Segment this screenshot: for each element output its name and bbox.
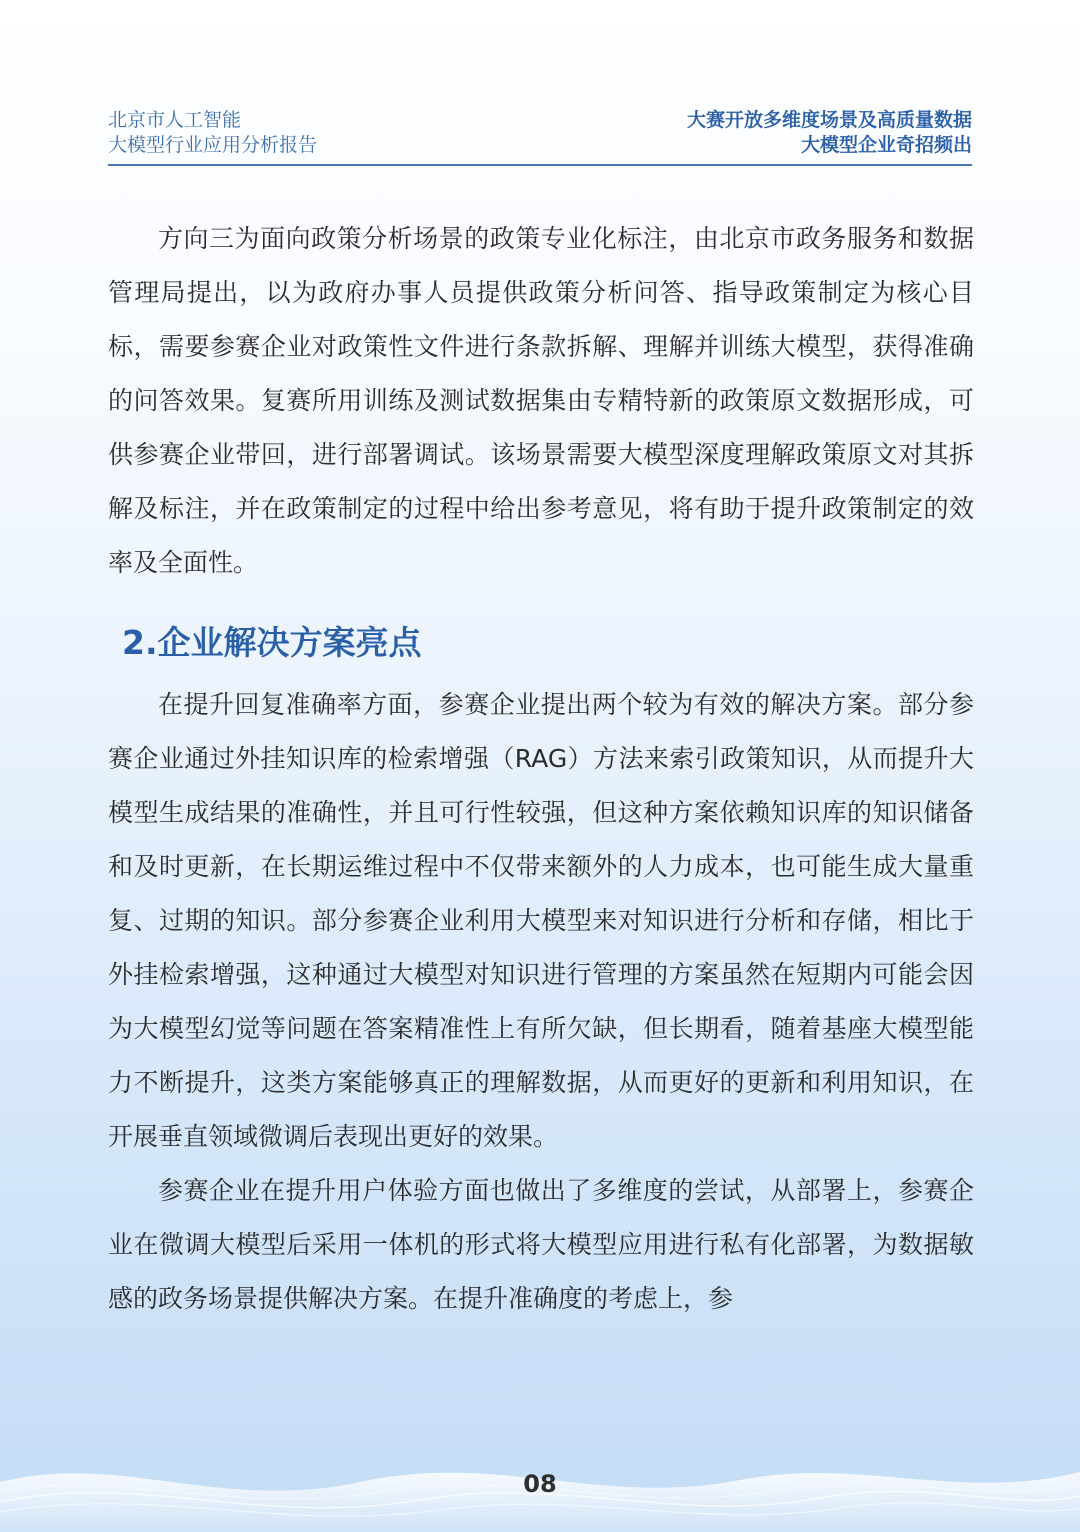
chapter-title: [687, 108, 972, 158]
paragraph-policy-annotation: 方向三为面向政策分析场景的政策专业化标注，由北京市政务服务和数据管理局提出，以为政府办事人员提供政策分析问答、指导政策制定为核心目标，需要参赛企业对政策性文件进行条款拆解、理解并训练大模型，获得准确的问答效果。复赛所用训练及测试数据集由专精特新的政策原文数据形成，可供参赛企业带回，进行部署调试。该场景需要大模型深度理解政策原文对其拆解及标注，并在政策制定的过程中给出参考意见，将有助于提升政策制定的效率及全面性。: [108, 224, 974, 577]
section-heading: 2.企业解决方案亮点: [122, 623, 422, 662]
report-title-line-2: 大模型行业应用分析报告: [108, 134, 318, 156]
page-number: 08: [523, 1470, 557, 1498]
paragraph-accuracy-solutions: 在提升回复准确率方面，参赛企业提出两个较为有效的解决方案。部分参赛企业通过外挂知识库的检索增强（RAG）方法来索引政策知识，从而提升大模型生成结果的准确性，并且可行性较强，但这种方案依赖知识库的知识储备和及时更新，在长期运维过程中不仅带来额外的人力成本，也可能生成大量重复、过期的知识。部分参赛企业利用大模型来对知识进行分析和存储，相比于外挂检索增强，这种通过大模型对知识进行管理的方案虽然在短期内可能会因为大模型幻觉等问题在答案精准性上有所欠缺，但长期看，随着基座大模型能力不断提升，这类方案能够真正的理解数据，从而更好的更新和利用知识，在开展垂直领域微调后表现出更好的效果。: [108, 690, 974, 1151]
page-header: [108, 108, 972, 166]
paragraph-user-experience: 参赛企业在提升用户体验方面也做出了多维度的尝试，从部署上，参赛企业在微调大模型后采用一体机的形式将大模型应用进行私有化部署，为数据敏感的政务场景提供解决方案。在提升准确度的考虑上，参: [108, 1176, 974, 1313]
report-title: [108, 108, 317, 158]
page-content: [108, 212, 974, 1326]
chapter-title-line-2: 大模型企业奇招频出: [800, 134, 972, 156]
chapter-title-line-1: 大赛开放多维度场景及高质量数据: [686, 109, 972, 131]
report-title-line-1: 北京市人工智能: [108, 109, 242, 131]
